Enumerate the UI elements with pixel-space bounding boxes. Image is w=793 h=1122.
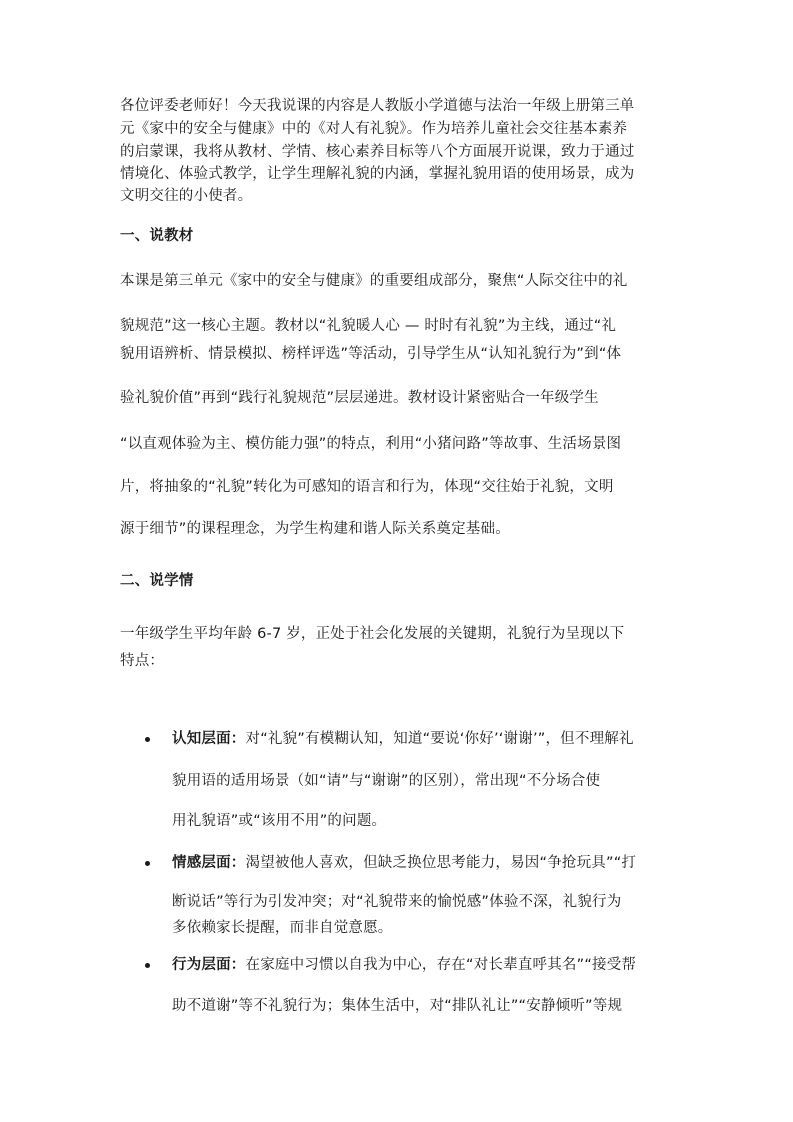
bullet-line: 断说话”等行为引发冲突；对“礼貌带来的愉悦感”体验不深，礼貌行为 — [172, 894, 622, 910]
bullet-line — [172, 729, 634, 749]
bullet-text: 在家庭中习惯以自我为中心，存在“对长辈直呼其名”“接受帮 — [245, 957, 637, 973]
bullet-label-behavior: 行为层面： — [172, 957, 246, 973]
paragraph-line: “以直观体验为主、模仿能力强”的特点，利用“小猪问路”等故事、生活场景图 — [120, 436, 622, 452]
paragraph-line: 源于细节”的课程理念，为学生构建和谐人际关系奠定基础。 — [120, 521, 510, 537]
bullet-text: 对“礼貌”有模糊认知，知道“要说‘你好’‘谢谢’”，但不理解礼 — [245, 731, 634, 747]
bullet-icon — [145, 861, 150, 866]
paragraph-line: 一年级学生平均年龄 6-7 岁，正处于社会化发展的关键期，礼貌行为呈现以下 — [120, 626, 625, 642]
intro-line: 各位评委老师好！今天我说课的内容是人教版小学道德与法治一年级上册第三单 — [120, 98, 635, 114]
intro-line: 文明交往的小使者。 — [120, 188, 253, 204]
bullet-line: 用礼貌语”或“该用不用”的问题。 — [172, 813, 387, 829]
bullet-line: 多依赖家长提醒，而非自觉意愿。 — [172, 920, 393, 936]
paragraph-line: 貌规范”这一核心主题。教材以“礼貌暖人心 — 时时有礼貌”为主线，通过“礼 — [120, 318, 617, 334]
intro-line: 元《家中的安全与健康》中的《对人有礼貌》。作为培养儿童社会交往基本素养 — [120, 121, 628, 137]
bullet-line — [172, 853, 636, 873]
paragraph-line: 本课是第三单元《家中的安全与健康》的重要组成部分，聚焦“人际交往中的礼 — [120, 273, 628, 289]
bullet-label-emotion: 情感层面： — [172, 855, 246, 871]
paragraph-line: 特点： — [120, 653, 165, 669]
bullet-icon — [145, 963, 150, 968]
section-heading-textbook: 一、说教材 — [120, 228, 194, 244]
bullet-icon — [145, 737, 150, 742]
bullet-line: 貌用语的适用场景（如“请”与“谢谢”的区别），常出现“不分场合使 — [172, 773, 601, 789]
bullet-text: 渴望被他人喜欢，但缺乏换位思考能力，易因“争抢玩具”“打 — [245, 855, 637, 871]
paragraph-line: 貌用语辨析、情景模拟、榜样评选”等活动，引导学生从“认知礼貌行为”到“体 — [120, 346, 622, 362]
bullet-label-cognition: 认知层面： — [172, 731, 246, 747]
section-heading-students: 二、说学情 — [120, 573, 194, 589]
intro-line: 的启蒙课，我将从教材、学情、核心素养目标等八个方面展开说课，致力于通过 — [120, 144, 635, 160]
paragraph-line: 验礼貌价值”再到“践行礼貌规范”层层递进。教材设计紧密贴合一年级学生 — [120, 390, 599, 406]
bullet-line: 助不道谢”等不礼貌行为；集体生活中，对“排队礼让”“安静倾听”等规 — [172, 998, 623, 1014]
bullet-line — [172, 955, 636, 975]
paragraph-line: 片，将抽象的“礼貌”转化为可感知的语言和行为，体现“交往始于礼貌，文明 — [120, 479, 614, 495]
intro-line: 情境化、体验式教学，让学生理解礼貌的内涵，掌握礼貌用语的使用场景，成为 — [120, 166, 635, 182]
